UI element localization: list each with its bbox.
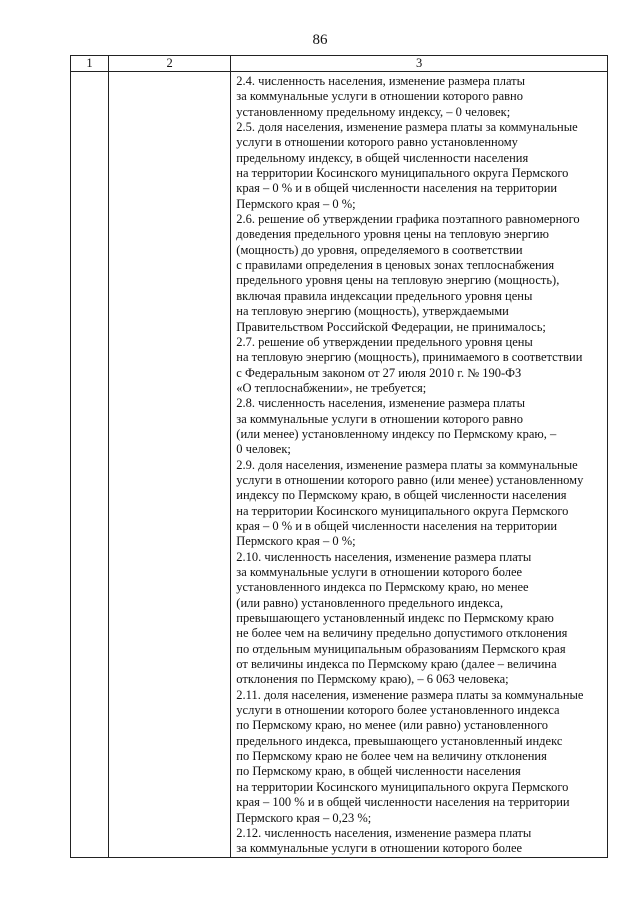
cell-column-3: [231, 72, 608, 858]
text-line: за коммунальные услуги в отношении которого равно: [236, 411, 523, 426]
text-line: индексу по Пермскому краю, в общей численности населения: [236, 488, 567, 503]
table-row: [71, 72, 608, 858]
text-line: на тепловую энергию (мощность), принимаемого в соответствии: [236, 350, 583, 365]
text-line: не более чем на величину предельно допустимого отклонения: [236, 626, 568, 641]
text-line: края – 100 % и в общей численности населения на территории: [236, 795, 570, 810]
text-line: услуги в отношении которого равно установленному: [236, 135, 518, 150]
text-line: Пермского края – 0 %;: [236, 196, 356, 211]
text-line: на территории Косинского муниципального округа Пермского: [236, 166, 569, 181]
text-line: (или равно) установленного предельного индекса,: [236, 595, 504, 610]
page-number: 86: [312, 32, 328, 48]
text-line: 2.6. решение об утверждении графика поэтапного равномерного: [236, 212, 580, 227]
text-line: края – 0 % и в общей численности населения на территории: [236, 518, 558, 533]
text-line: Пермского края – 0 %;: [236, 534, 356, 549]
text-line: (мощность) до уровня, определяемого в соответствии: [236, 242, 523, 257]
text-line: отклонения по Пермскому краю), – 6 063 человека;: [236, 672, 509, 687]
text-line: по Пермскому краю не более чем на величину отклонения: [236, 749, 547, 764]
text-line: 0 человек;: [236, 442, 291, 457]
cell-column-1: [71, 72, 109, 858]
text-line: доведения предельного уровня цены на тепловую энергию: [236, 227, 549, 242]
text-line: услуги в отношении которого равно (или менее) установленному: [236, 472, 584, 487]
text-line: 2.4. численность населения, изменение размера платы: [236, 74, 526, 88]
text-line: предельного уровня цены на тепловую энергию (мощность),: [236, 273, 560, 288]
text-line: с Федеральным законом от 27 июля 2010 г. № 190-ФЗ: [236, 365, 522, 380]
text-line: Пермского края – 0,23 %;: [236, 810, 372, 825]
cell-column-2: [109, 72, 231, 858]
text-line: по отдельным муниципальным образованиям Пермского края: [236, 641, 566, 656]
text-line: предельному индексу, в общей численности населения: [236, 150, 529, 165]
text-line: 2.7. решение об утверждении предельного уровня цены: [236, 334, 533, 349]
text-line: за коммунальные услуги в отношении которого более: [236, 565, 523, 579]
text-line: превышающего установленный индекс по Пермскому краю: [236, 611, 554, 626]
text-line: включая правила индексации предельного уровня цены: [236, 288, 533, 303]
text-line: 2.9. доля населения, изменение размера платы за коммунальные: [236, 457, 578, 472]
document-table: [70, 55, 608, 858]
text-line: 2.12. численность населения, изменение размера платы: [236, 825, 532, 840]
text-line: 2.5. доля населения, изменение размера платы за коммунальные: [236, 120, 578, 135]
text-line: Правительством Российской Федерации, не принималось;: [236, 319, 546, 334]
text-line: края – 0 % и в общей численности населения на территории: [236, 181, 558, 196]
text-line: «О теплоснабжении», не требуется;: [236, 380, 427, 395]
text-line: на тепловую энергию (мощность), утверждаемыми: [236, 304, 509, 319]
text-line: 2.10. численность населения, изменение размера платы: [236, 549, 532, 564]
column-header-2: 2: [109, 56, 231, 72]
column-header-3: 3: [231, 56, 608, 72]
text-line: на территории Косинского муниципального округа Пермского: [236, 779, 569, 794]
text-line: с правилами определения в ценовых зонах теплоснабжения: [236, 258, 555, 273]
text-line: 2.11. доля населения, изменение размера платы за коммунальные: [236, 687, 584, 702]
text-line: на территории Косинского муниципального округа Пермского: [236, 503, 569, 518]
text-line: за коммунальные услуги в отношении которого равно: [236, 89, 523, 104]
column-header-1: 1: [71, 56, 109, 72]
text-line: предельного индекса, превышающего установленный индекс: [236, 733, 563, 748]
text-line: услуги в отношении которого более установленного индекса: [236, 703, 560, 718]
text-line: (или менее) установленному индексу по Пермскому краю, –: [236, 426, 557, 441]
text-line: за коммунальные услуги в отношении которого более: [236, 841, 523, 856]
text-line: установленному предельному индексу, – 0 человек;: [236, 104, 511, 119]
text-line: 2.8. численность населения, изменение размера платы: [236, 396, 526, 411]
table-header-row: [71, 56, 608, 72]
text-line: по Пермскому краю, в общей численности населения: [236, 764, 521, 779]
text-line: по Пермскому краю, но менее (или равно) установленного: [236, 718, 549, 733]
text-line: от величины индекса по Пермскому краю (далее – величина: [236, 657, 557, 672]
text-line: установленного индекса по Пермскому краю, но менее: [236, 580, 529, 595]
